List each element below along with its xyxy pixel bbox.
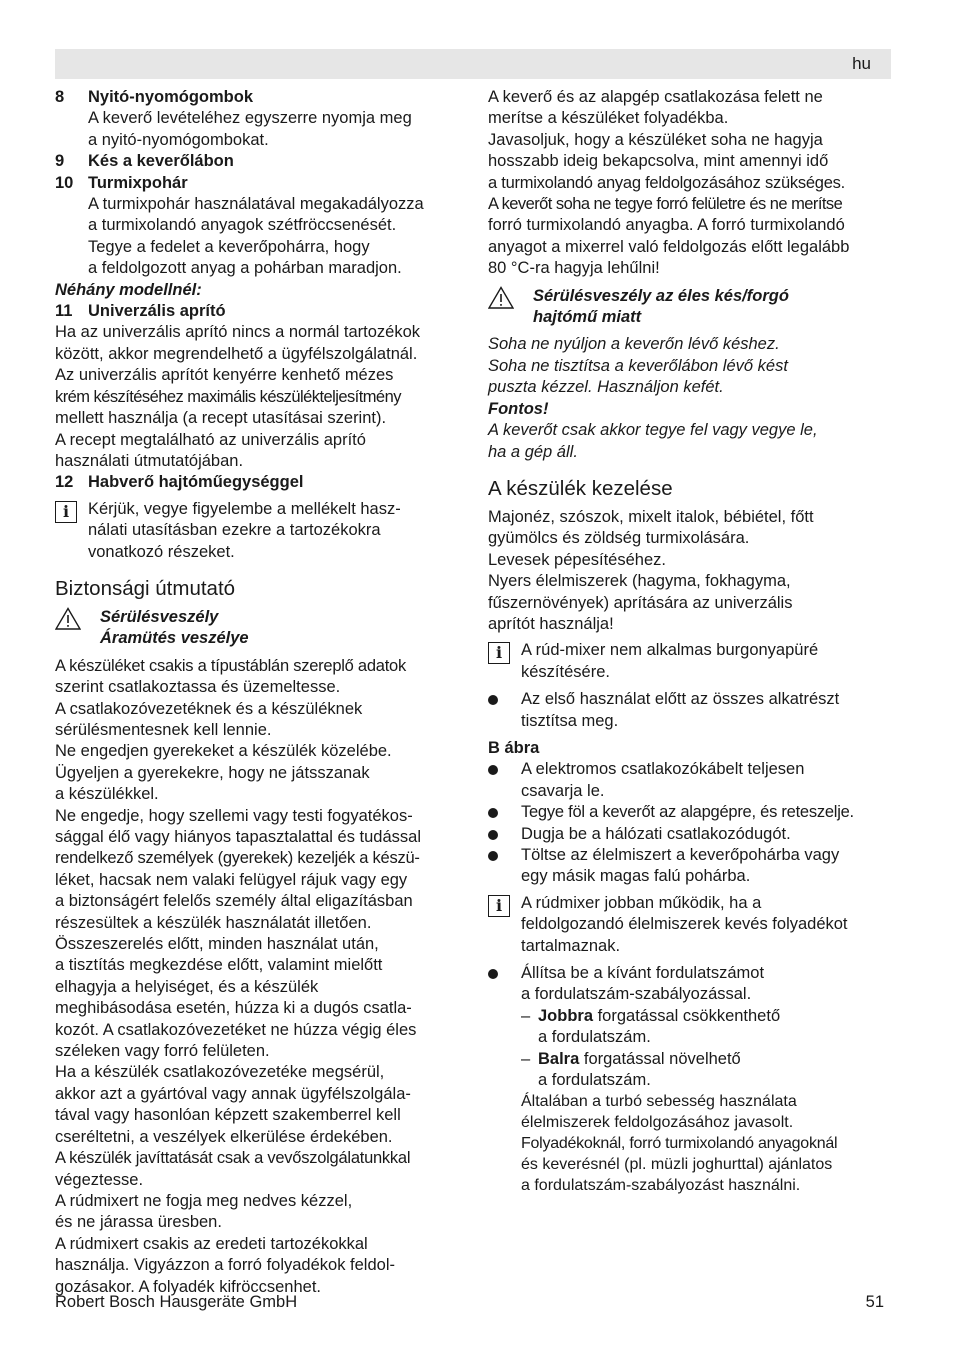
item-text-line: a nyitó-nyomógombokat. — [88, 130, 269, 149]
bullet-dot-icon — [488, 830, 498, 840]
direction-text: forgatással csökkenthető — [593, 1006, 781, 1025]
dash-item-left — [521, 1049, 898, 1092]
item-title: Univerzális aprító — [88, 302, 226, 321]
item-title: Turmixpohár — [88, 173, 188, 192]
item-12 — [55, 472, 465, 493]
important-label: Fontos! — [488, 399, 549, 418]
info-icon: i — [55, 501, 77, 523]
text-line: A készülék javíttatását csak a vevőszolgálatunkkal — [55, 1149, 411, 1168]
text-line: Tegye föl a keverőt az alapgépre, és reteszelje. — [521, 803, 854, 822]
text-line: rendelkező személyek (gyerekek) kezeljék a készü- — [55, 849, 420, 868]
text-line: Javasoljuk, hogy a készüléket soha ne hagyja — [488, 130, 823, 149]
text-line: a tisztítás megkezdése előtt, valamint mielőtt — [55, 956, 383, 975]
text-line: Majonéz, szószok, mixelt italok, bébiétel, főtt — [488, 507, 814, 526]
bullet-first-use — [488, 689, 898, 732]
text-line: szerint csatlakoztassa és üzemeltesse. — [55, 678, 341, 697]
info-note-puree — [488, 640, 898, 683]
text-line: elhagyja a helyiséget, és a készülék — [55, 977, 319, 996]
item-text-line: a turmixolandó anyagok szétfröccsenését. — [88, 216, 397, 235]
text-line: kozót. A csatlakozóvezetéket ne húzza végig éles — [55, 1020, 417, 1039]
text-line: puszta kézzel. Használjon kefét. — [488, 378, 724, 397]
text-line: csavarja le. — [521, 781, 605, 800]
item-title: Kés a keverőlábon — [88, 152, 234, 171]
text-line: a fordulatszám. — [538, 1071, 651, 1090]
text-line: A rúdmixert ne fogja meg nedves kézzel, — [55, 1191, 353, 1210]
text-line: Általában a turbó sebesség használata — [521, 1093, 797, 1111]
text-line: a készülékkel. — [55, 785, 159, 804]
text-line: gyümölcs és zöldség turmixolására. — [488, 529, 750, 548]
text-line: A rúdmixert csakis az eredeti tartozékokkal — [55, 1234, 368, 1253]
info-note-accessories — [55, 499, 465, 563]
figure-b-label: B ábra — [488, 738, 540, 757]
language-code: hu — [852, 54, 871, 73]
item-number: 11 — [55, 302, 73, 321]
item-title: Nyitó-nyomógombok — [88, 88, 253, 106]
warning-triangle-icon — [488, 286, 514, 309]
text-line: egy másik magas falú pohárba. — [521, 867, 751, 886]
item-11 — [55, 301, 465, 322]
text-line: Dugja be a hálózati csatlakozódugót. — [521, 824, 791, 843]
text-line: között, akkor megrendelhető a ügyfélszolgálatnál. — [55, 344, 418, 363]
important-text — [488, 420, 898, 463]
bullet-attach-blender — [488, 802, 898, 823]
text-line: Az első használat előtt az összes alkatrészt — [521, 690, 840, 709]
item-11-text — [55, 322, 465, 472]
direction-right-label: Jobbra — [538, 1006, 594, 1025]
warning-injury-shock — [55, 607, 465, 650]
warning-text-line: Áramütés veszélye — [100, 629, 249, 648]
text-line: vonatkozó részeket. — [88, 542, 235, 561]
bullet-fill-food — [488, 845, 898, 888]
item-text-line: A keverő levételéhez egyszerre nyomja meg — [88, 109, 412, 128]
text-line: nálati utasításban ezekre a tartozékokra — [88, 521, 381, 540]
text-line: cseréltetni, a veszélyek elkerülése érdekében. — [55, 1127, 393, 1146]
bullet-dot-icon — [488, 765, 498, 775]
text-line: anyagot a mixerrel való feldolgozás előtt legalább — [488, 237, 850, 256]
text-line: a fordulatszám-szabályozással. — [521, 985, 752, 1004]
item-text-line: A turmixpohár használatával megakadályozza — [88, 195, 424, 214]
bullet-unwind-cable — [488, 759, 898, 802]
text-line: hosszabb ideig bekapcsolva, mint amennyi idő — [488, 152, 829, 171]
direction-text: forgatással növelhető — [579, 1049, 741, 1068]
text-line: Folyadékoknál, forró turmixolandó anyagoknál — [521, 1135, 838, 1153]
text-line: krém készítéséhez maximális készülékteljesítmény — [55, 387, 401, 406]
warning-triangle-icon — [55, 607, 81, 630]
dash-mark: – — [521, 1006, 531, 1025]
text-line: meghibásodása esetén, húzza ki a dugós csatla- — [55, 999, 412, 1018]
text-line: Ne engedjen gyerekeket a készülék közelébe. — [55, 742, 392, 761]
text-line: Kérjük, vegye figyelembe a mellékelt hasz- — [88, 499, 401, 518]
some-models-label: Néhány modellnél: — [55, 280, 202, 299]
text-line: használja. Vigyázzon a forró folyadékok feldol- — [55, 1256, 395, 1275]
bullet-dot-icon — [488, 695, 498, 705]
text-line: végeztesse. — [55, 1170, 144, 1189]
item-text-line: Tegye a fedelet a keverőpohárra, hogy — [88, 237, 370, 256]
warning-sharp-blade — [488, 286, 898, 329]
text-line: Összeszerelés előtt, minden használat után, — [55, 935, 379, 954]
intro-text — [488, 87, 898, 280]
item-number: 10 — [55, 173, 74, 192]
text-line: Ha az univerzális aprító nincs a normál tartozékok — [55, 323, 420, 342]
text-line: a biztonságért felelős személy által eligazításban — [55, 892, 413, 911]
warning-blade-text — [488, 334, 898, 398]
text-line: a turmixolandó anyag feldolgozásához szükséges. — [488, 173, 845, 192]
text-line: használati útmutatójában. — [55, 451, 244, 470]
safety-text — [55, 656, 465, 1298]
dash-item-right — [521, 1006, 898, 1049]
bullet-set-speed — [488, 963, 898, 1196]
text-line: tával vagy hasonlóan képzett szakemberrel kell — [55, 1106, 401, 1125]
text-line: és ne járassa üresben. — [55, 1213, 222, 1232]
info-note-liquid — [488, 893, 898, 957]
item-number: 12 — [55, 473, 74, 492]
left-column — [55, 87, 465, 1298]
text-line: készítésére. — [521, 662, 610, 681]
text-line: Soha ne tisztítsa a keverőlábon lévő kést — [488, 356, 788, 375]
direction-left-label: Balra — [538, 1049, 580, 1068]
footer-page-number: 51 — [865, 1293, 884, 1311]
operation-text — [488, 507, 898, 635]
bullet-dot-icon — [488, 969, 498, 979]
text-line: feldolgozandó élelmiszerek kevés folyadékot — [521, 915, 848, 934]
text-line: Levesek pépesítéséhez. — [488, 550, 666, 569]
warning-text-line: Sérülésveszély az éles kés/forgó — [533, 286, 789, 305]
item-10 — [55, 173, 465, 280]
header-bar — [55, 49, 891, 79]
info-icon: i — [488, 895, 510, 917]
text-line: széleken vagy forró felületen. — [55, 1042, 270, 1061]
operation-heading: A készülék kezelése — [488, 476, 673, 500]
text-line: gozásakor. A folyadék kifröccsenhet. — [55, 1277, 321, 1296]
text-line: tartalmaznak. — [521, 936, 621, 955]
text-line: tisztítsa meg. — [521, 711, 619, 730]
right-column — [488, 87, 898, 1196]
item-number: 8 — [55, 88, 65, 106]
text-line: Ügyeljen a gyerekekre, hogy ne játsszanak — [55, 763, 370, 782]
bullet-dot-icon — [488, 851, 498, 861]
text-line: fűszernövények) aprítására az univerzális — [488, 593, 793, 612]
text-line: léket, hacsak nem valaki felügyel rájuk vagy egy — [55, 870, 408, 889]
text-line: 80 °C-ra hagyja lehűlni! — [488, 259, 660, 278]
item-text-line: a feldolgozott anyag a pohárban maradjon. — [88, 259, 402, 278]
warning-text-line: hajtómű miatt — [533, 308, 642, 327]
text-line: A keverőt csak akkor tegye fel vagy vegye le, — [488, 421, 818, 440]
safety-heading: Biztonsági útmutató — [55, 576, 236, 600]
text-line: és keverésnél (pl. müzli joghurttal) ajánlatos — [521, 1156, 833, 1174]
text-line: Állítsa be a kívánt fordulatszámot — [521, 964, 765, 983]
text-line: A csatlakozóvezetéknek és a készüléknek — [55, 699, 363, 718]
text-line: merítse a készüléket folyadékba. — [488, 109, 729, 128]
text-line: Töltse az élelmiszert a keverőpohárba vagy — [521, 846, 840, 864]
text-line: Soha ne nyúljon a keverőn lévő késhez. — [488, 335, 780, 354]
text-line: Ha a készülék csatlakozóvezetéke megsérül, — [55, 1063, 385, 1082]
text-line: élelmiszerek feldolgozásához javasolt. — [521, 1114, 794, 1132]
warning-text-line: Sérülésveszély — [100, 607, 219, 626]
dash-mark: – — [521, 1049, 531, 1068]
speed-note — [521, 1091, 898, 1196]
item-9 — [55, 151, 465, 172]
text-line: sággal élő vagy hiányos tapasztalattal és tudással — [55, 828, 421, 846]
text-line: sérülésmentesnek kell lennie. — [55, 720, 272, 739]
text-line: akkor azt a gyártóval vagy annak ügyfélszolgála- — [55, 1084, 411, 1103]
text-line: a fordulatszám. — [538, 1028, 651, 1047]
item-number: 9 — [55, 152, 65, 171]
text-line: részesültek a készülék használatát illetően. — [55, 913, 372, 932]
text-line: Nyers élelmiszerek (hagyma, fokhagyma, — [488, 572, 791, 591]
text-line: ha a gép áll. — [488, 442, 578, 461]
text-line: forró turmixolandó anyagba. A forró turmixolandó — [488, 216, 845, 235]
item-title: Habverő hajtóműegységgel — [88, 473, 304, 492]
text-line: aprítót használja! — [488, 614, 614, 633]
text-line: a fordulatszám-szabályozást használni. — [521, 1177, 801, 1195]
text-line: Az univerzális aprítót kenyérre kenhető mézes — [55, 366, 394, 385]
text-line: A rúd-mixer nem alkalmas burgonyapüré — [521, 641, 819, 660]
footer-company: Robert Bosch Hausgeräte GmbH — [55, 1293, 298, 1311]
text-line: A készüléket csakis a típustáblán szereplő adatok — [55, 656, 406, 675]
text-line: A recept megtalálható az univerzális aprító — [55, 430, 366, 449]
text-line: A rúdmixer jobban működik, ha a — [521, 893, 762, 912]
text-line: A keverőt soha ne tegye forró felületre és ne merítse — [488, 195, 843, 214]
bullet-dot-icon — [488, 808, 498, 818]
info-icon: i — [488, 642, 510, 664]
text-line: Ne engedje, hogy szellemi vagy testi fogyatékos- — [55, 806, 413, 825]
bullet-plug-in — [488, 824, 898, 845]
text-line: A elektromos csatlakozókábelt teljesen — [521, 760, 805, 779]
text-line: mellett használja (a recept utasításai szerint). — [55, 409, 387, 428]
text-line: A keverő és az alapgép csatlakozása felett ne — [488, 88, 823, 106]
item-8 — [55, 87, 465, 151]
